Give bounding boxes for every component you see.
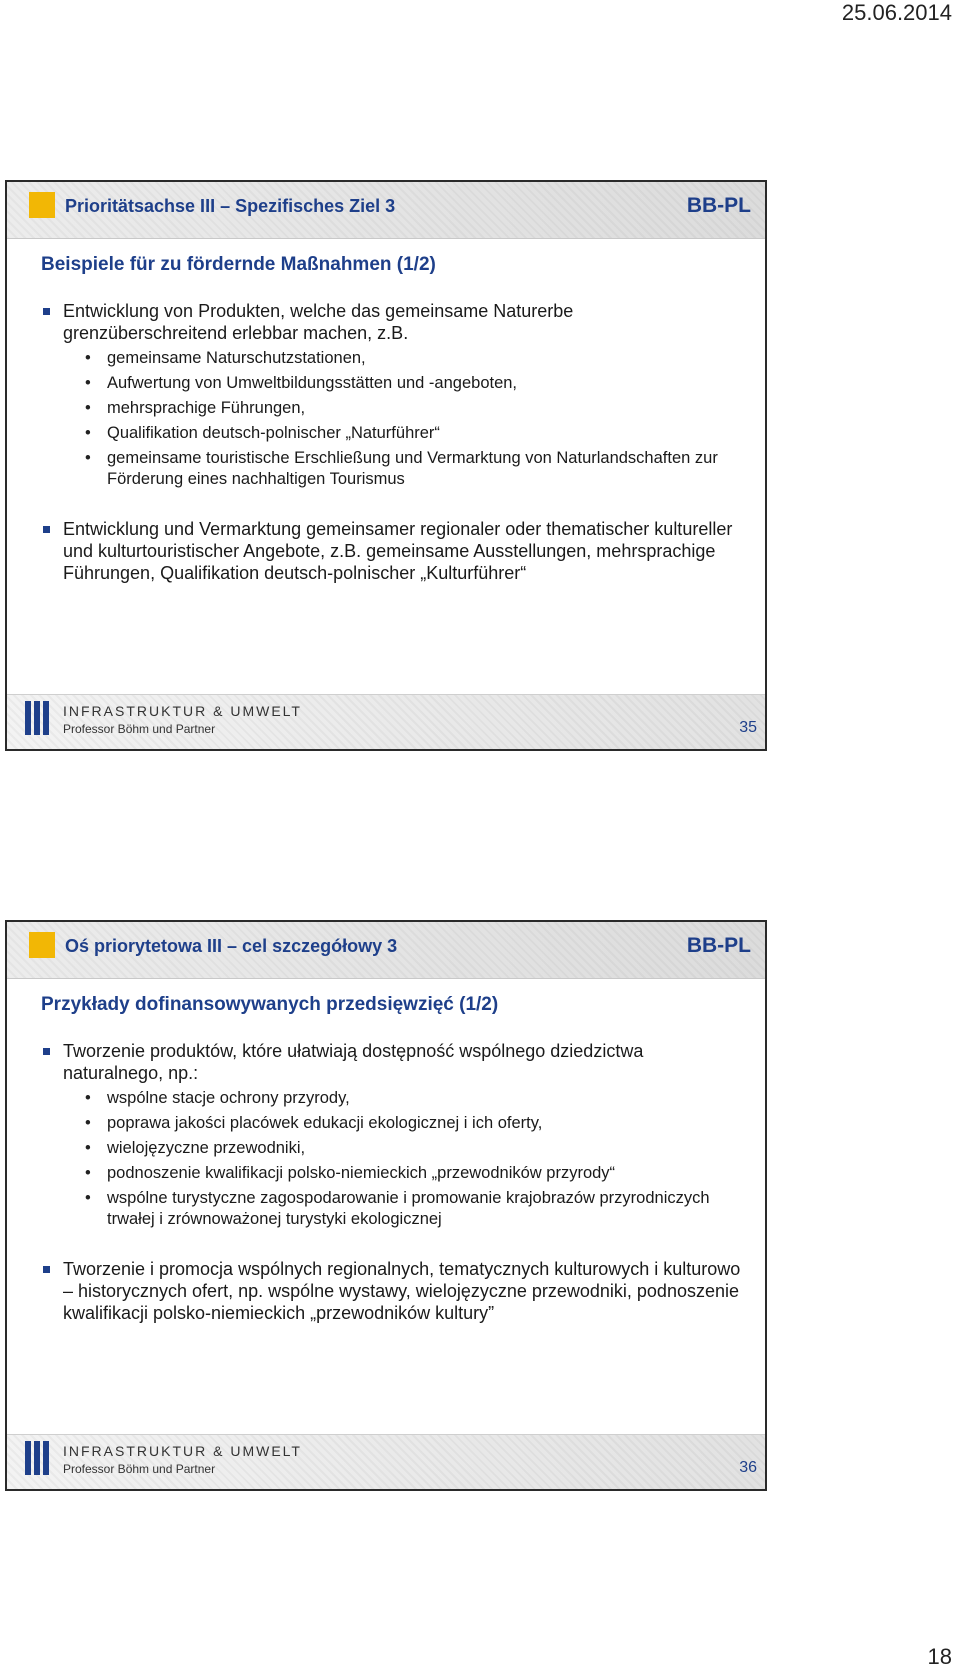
measure-text: Tworzenie i promocja wspólnych regionalnych, tematycznych kulturowych i kulturowo – historycznych ofert, np. wspólne wystawy, wielojęzyczne przewodniki, podnoszenie kwalifikacji polsko-niemieckich „przewodników kultury” bbox=[63, 1259, 741, 1323]
measure-text: Entwicklung und Vermarktung gemeinsamer regionaler oder thematischer kultureller und kulturtouristischer Angebote, z.B. gemeinsame Ausstellungen, mehrsprachige Führungen, Qualifikation deutsch-polnischer „Kulturführer“ bbox=[63, 519, 733, 583]
measure-item bbox=[41, 518, 741, 584]
slide-header bbox=[7, 182, 765, 239]
sub-item: • wspólne stacje ochrony przyrody, bbox=[85, 1088, 741, 1109]
program-tag: BB-PL bbox=[686, 194, 751, 217]
slide-36 bbox=[5, 920, 767, 1491]
page-date: 25.06.2014 bbox=[841, 0, 952, 25]
measure-sub-list bbox=[63, 1088, 741, 1230]
measure-text: Tworzenie produktów, które ułatwiają dostępność wspólnego dziedzictwa naturalnego, np.: bbox=[63, 1041, 644, 1083]
logo-name: INFRASTRUKTUR & UMWELT bbox=[63, 1443, 302, 1459]
measure-text: Entwicklung von Produkten, welche das gemeinsame Naturerbe grenzüberschreitend erlebbar machen, z.B. bbox=[63, 301, 574, 343]
slide-content bbox=[41, 1040, 741, 1324]
header-square-icon bbox=[29, 192, 55, 218]
sub-item: • mehrsprachige Führungen, bbox=[85, 398, 741, 419]
measure-item bbox=[41, 1040, 741, 1230]
measure-item bbox=[41, 1258, 741, 1324]
sub-item: • wielojęzyczne przewodniki, bbox=[85, 1138, 741, 1159]
company-logo-icon bbox=[25, 1441, 51, 1475]
slide-header bbox=[7, 922, 765, 979]
sub-item: • gemeinsame Naturschutzstationen, bbox=[85, 348, 741, 369]
logo-name: INFRASTRUKTUR & UMWELT bbox=[63, 703, 302, 719]
logo-subtitle: Professor Böhm und Partner bbox=[63, 722, 216, 736]
section-heading: Beispiele für zu fördernde Maßnahmen (1/2) bbox=[41, 254, 436, 275]
program-tag: BB-PL bbox=[686, 934, 751, 957]
page-number: 18 bbox=[927, 1644, 952, 1669]
slide-footer bbox=[7, 694, 765, 749]
slide-title: Prioritätsachse III – Spezifisches Ziel 3 bbox=[65, 196, 396, 216]
measure-sub-list bbox=[63, 348, 741, 490]
sub-item: • wspólne turystyczne zagospodarowanie i promowanie krajobrazów przyrodniczych trwałej i zrównoważonej turystyki ekologicznej bbox=[85, 1188, 741, 1230]
slide-content bbox=[41, 300, 741, 584]
logo-subtitle: Professor Böhm und Partner bbox=[63, 1462, 216, 1476]
slide-footer bbox=[7, 1434, 765, 1489]
slide-number: 36 bbox=[739, 1459, 757, 1476]
header-square-icon bbox=[29, 932, 55, 958]
slide-35 bbox=[5, 180, 767, 751]
sub-item: • Aufwertung von Umweltbildungsstätten und -angeboten, bbox=[85, 373, 741, 394]
slide-title: Oś priorytetowa III – cel szczegółowy 3 bbox=[65, 936, 398, 956]
measure-item bbox=[41, 300, 741, 490]
section-heading: Przykłady dofinansowywanych przedsięwzięć (1/2) bbox=[41, 994, 499, 1015]
sub-item: • Qualifikation deutsch-polnischer „Naturführer“ bbox=[85, 423, 741, 444]
sub-item: • podnoszenie kwalifikacji polsko-niemieckich „przewodników przyrody“ bbox=[85, 1163, 741, 1184]
sub-item: • gemeinsame touristische Erschließung und Vermarktung von Naturlandschaften zur Förderung eines nachhaltigen Tourismus bbox=[85, 448, 741, 490]
sub-item: • poprawa jakości placówek edukacji ekologicznej i ich oferty, bbox=[85, 1113, 741, 1134]
company-logo-icon bbox=[25, 701, 51, 735]
slide-number: 35 bbox=[739, 719, 757, 736]
